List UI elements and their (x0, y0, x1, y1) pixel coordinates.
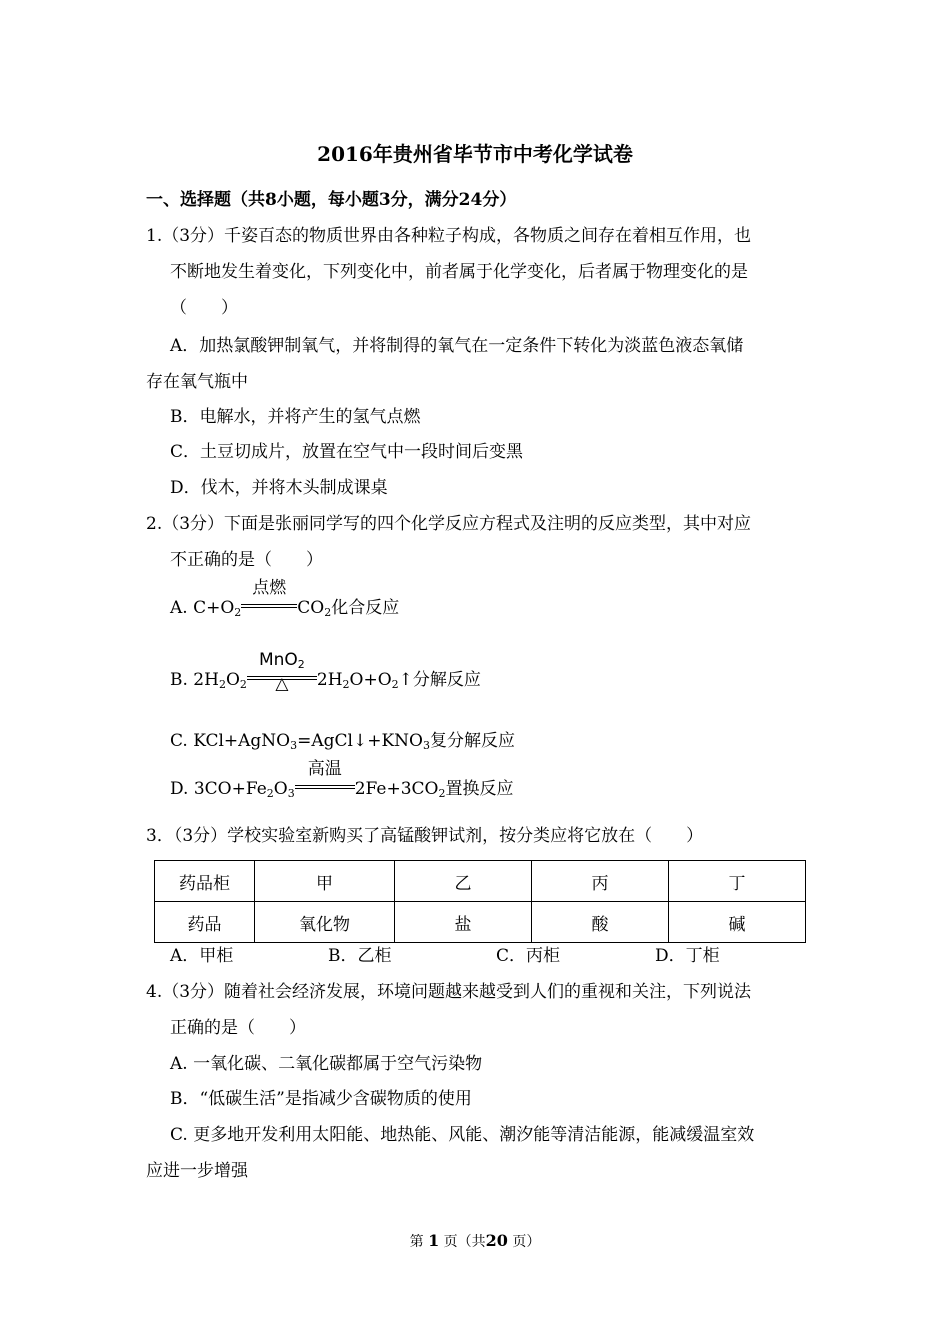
page-footer: 第 1 页（共20 页） (409, 1231, 541, 1250)
q4-stem-line1: 4.（3分）随着社会经济发展，环境问题越来越受到人们的重视和关注，下列说法 (146, 982, 752, 1002)
q2-stem-line2: 不正确的是（ ） (170, 550, 323, 570)
q4-option-a: A. 一氧化碳、二氧化碳都属于空气污染物 (170, 1054, 483, 1074)
heat-symbol: △ (275, 674, 289, 694)
q1-option-c: C．土豆切成片，放置在空气中一段时间后变黑 (170, 442, 524, 462)
table-row (155, 902, 806, 943)
q4-stem-line2: 正确的是（ ） (170, 1018, 306, 1038)
reaction-condition-arrow (247, 650, 317, 694)
condition-label: 高温 (307, 759, 342, 779)
q2-option-c: C. $KCl+AgNO_3=AgCl↓+KNO_3$复分解反应 (170, 731, 515, 752)
table-cell: 药品柜 (155, 861, 255, 902)
q2-option-a: A. $C+O_2$ 点燃 $CO_2$化合反应 (170, 578, 400, 619)
q2-option-d: D. $3CO+Fe_2O_3$ 高温 $2Fe+3CO_2$置换反应 (170, 759, 514, 800)
page-title: 2016年贵州省毕节市中考化学试卷 (317, 142, 633, 166)
cabinet-table (154, 860, 806, 943)
q4-option-c: C. 更多地开发利用太阳能、地热能、风能、潮汐能等清洁能源，能减缓温室效 (170, 1125, 755, 1145)
q1-stem-line2: 不断地发生着变化，下列变化中，前者属于化学变化，后者属于物理变化的是 (170, 262, 748, 282)
q3-option-a: A．甲柜 (170, 946, 234, 966)
table-cell: 丁 (669, 861, 806, 902)
page-total: 20 (485, 1231, 508, 1250)
q4-option-c-cont: 应进一步增强 (146, 1161, 248, 1181)
table-cell: 甲 (255, 861, 395, 902)
q1-option-b: B．电解水，并将产生的氢气点燃 (170, 407, 421, 427)
catalyst-label: MnO$_2$ (258, 650, 305, 671)
table-cell: 酸 (532, 902, 669, 943)
table-cell: 氧化物 (255, 902, 395, 943)
table-cell: 碱 (669, 902, 806, 943)
q4-option-b: B．“低碳生活”是指减少含碳物质的使用 (170, 1089, 472, 1109)
q2-stem-line1: 2.（3分）下面是张丽同学写的四个化学反应方程式及注明的反应类型，其中对应 (146, 514, 752, 534)
reaction-condition-arrow (295, 759, 355, 798)
table-row (155, 861, 806, 902)
page-number: 1 (428, 1231, 440, 1250)
q1-stem-line1: 1.（3分）千姿百态的物质世界由各种粒子构成，各物质之间存在着相互作用，也 (146, 226, 752, 246)
q3-option-c: C．丙柜 (496, 946, 561, 966)
table-cell: 乙 (395, 861, 532, 902)
q3-option-d: D．丁柜 (655, 946, 720, 966)
reaction-condition-arrow (241, 578, 297, 617)
q2-option-b: B. $2H_2O_2$ MnO$_2$ △ $2H_2O+O_2↑$分解反应 (170, 650, 481, 694)
table-cell: 盐 (395, 902, 532, 943)
section-heading: 一、选择题（共8小题，每小题3分，满分24分） (146, 190, 517, 210)
table-cell: 丙 (532, 861, 669, 902)
q1-option-a: A．加热氯酸钾制氧气，并将制得的氧气在一定条件下转化为淡蓝色液态氧储 (170, 336, 744, 356)
q3-option-b: B．乙柜 (328, 946, 392, 966)
q1-option-a-cont: 存在氧气瓶中 (146, 372, 248, 392)
condition-label: 点燃 (252, 578, 287, 598)
table-cell: 药品 (155, 902, 255, 943)
q3-stem: 3．（3分）学校实验室新购买了高锰酸钾试剂，按分类应将它放在（ ） (146, 826, 704, 846)
q1-option-d: D．伐木，并将木头制成课桌 (170, 478, 388, 498)
q1-answer-blank: （ ） (170, 298, 238, 318)
